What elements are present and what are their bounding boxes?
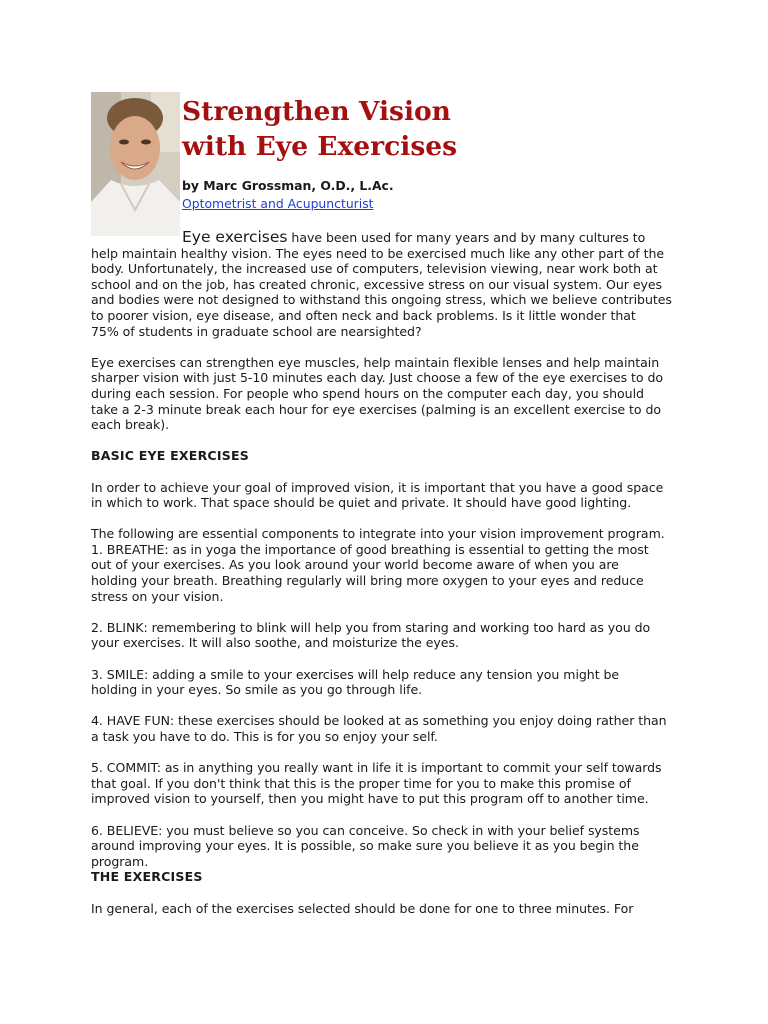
title-line-2: with Eye Exercises	[182, 131, 458, 162]
paragraph-line: stress on your vision.	[91, 588, 224, 604]
paragraph-line: during each session. For people who spend hours on the computer each day, you should	[91, 385, 644, 401]
article-title	[182, 94, 482, 164]
paragraph-line: 5. COMMIT: as in anything you really want in life it is important to commit your self towards	[91, 760, 662, 776]
paragraph-line: that goal. If you don't think that this is the proper time for you to make this promise of	[91, 775, 631, 791]
section-heading-exercises: THE EXERCISES	[91, 869, 203, 885]
intro-paragraph	[91, 246, 691, 340]
author-role-link[interactable]: Optometrist and Acupuncturist	[182, 196, 374, 211]
paragraph-line: sharper vision with just 5-10 minutes each day. Just choose a few of the eye exercises to do	[91, 370, 664, 386]
paragraph-line: In general, each of the exercises selected should be done for one to three minutes. For	[91, 900, 634, 916]
paragraph-line: 3. SMILE: adding a smile to your exercises will help reduce any tension you might be	[91, 666, 620, 682]
paragraph-line: The following are essential components to integrate into your vision improvement program.	[91, 526, 665, 542]
paragraph-line: 1. BREATHE: as in yoga the importance of good breathing is essential to getting the most	[91, 541, 649, 557]
author-byline: by Marc Grossman, O.D., L.Ac.	[182, 178, 394, 193]
item-blink	[91, 620, 691, 651]
paragraph-line: Eye exercises can strengthen eye muscles, help maintain flexible lenses and help maintain	[91, 354, 660, 370]
item-believe	[91, 823, 691, 870]
intro-first-line	[91, 230, 691, 246]
paragraph-line: to poorer vision, eye disease, and often neck and back problems. Is it little wonder that	[91, 307, 636, 323]
paragraph-general	[91, 901, 691, 917]
paragraph-line: In order to achieve your goal of improved vision, it is important that you have a good space	[91, 479, 664, 495]
paragraph-components	[91, 526, 691, 604]
paragraph-line: help maintain healthy vision. The eyes need to be exercised much like any other part of the	[91, 245, 665, 261]
item-commit	[91, 760, 691, 807]
paragraph-line: around improving your eyes. It is possible, so make sure you believe it as you begin the	[91, 838, 639, 854]
paragraph-line: improved vision to yourself, then you might have to put this program off to another time.	[91, 791, 649, 807]
intro-lead-word: Eye exercises	[182, 228, 288, 246]
paragraph-line: holding your breath. Breathing regularly will bring more oxygen to your eyes and reduce	[91, 573, 644, 589]
article-body	[91, 230, 691, 916]
paragraph-benefits	[91, 355, 691, 433]
paragraph-line: take a 2-3 minute break each hour for eye exercises (palming is an excellent exercise to do	[91, 401, 662, 417]
intro-first-line-text: have been used for many years and by many cultures to	[287, 230, 646, 245]
paragraph-line: 75% of students in graduate school are nearsighted?	[91, 323, 422, 339]
paragraph-line: school and on the job, has created chronic, excessive stress on our visual system. Our eyes	[91, 276, 663, 292]
paragraph-line: a task you have to do. This is for you so enjoy your self.	[91, 729, 438, 744]
title-line-1: Strengthen Vision	[182, 96, 451, 127]
paragraph-line: out of your exercises. As you look around your world become aware of when you are	[91, 557, 619, 573]
paragraph-line: program.	[91, 853, 149, 869]
author-portrait-illustration	[91, 92, 180, 236]
author-photo	[91, 92, 180, 236]
section-heading-basic: BASIC EYE EXERCISES	[91, 448, 249, 464]
paragraph-space	[91, 480, 691, 511]
item-have-fun	[91, 713, 691, 744]
paragraph-line: each break).	[91, 417, 170, 433]
item-smile	[91, 667, 691, 698]
paragraph-line: and bodies were not designed to withstand this ongoing stress, which we believe contributes	[91, 292, 672, 308]
paragraph-line: 6. BELIEVE: you must believe so you can conceive. So check in with your belief systems	[91, 822, 640, 838]
paragraph-line: 4. HAVE FUN: these exercises should be looked at as something you enjoy doing rather than	[91, 713, 667, 729]
paragraph-line: in which to work. That space should be quiet and private. It should have good lighting.	[91, 495, 632, 511]
paragraph-line: your exercises. It will also soothe, and moisturize the eyes.	[91, 635, 459, 651]
paragraph-line: holding in your eyes. So smile as you go through life.	[91, 682, 423, 698]
paragraph-line: 2. BLINK: remembering to blink will help you from staring and working too hard as you do	[91, 619, 651, 635]
paragraph-line: body. Unfortunately, the increased use of computers, television viewing, near work both at	[91, 261, 658, 277]
